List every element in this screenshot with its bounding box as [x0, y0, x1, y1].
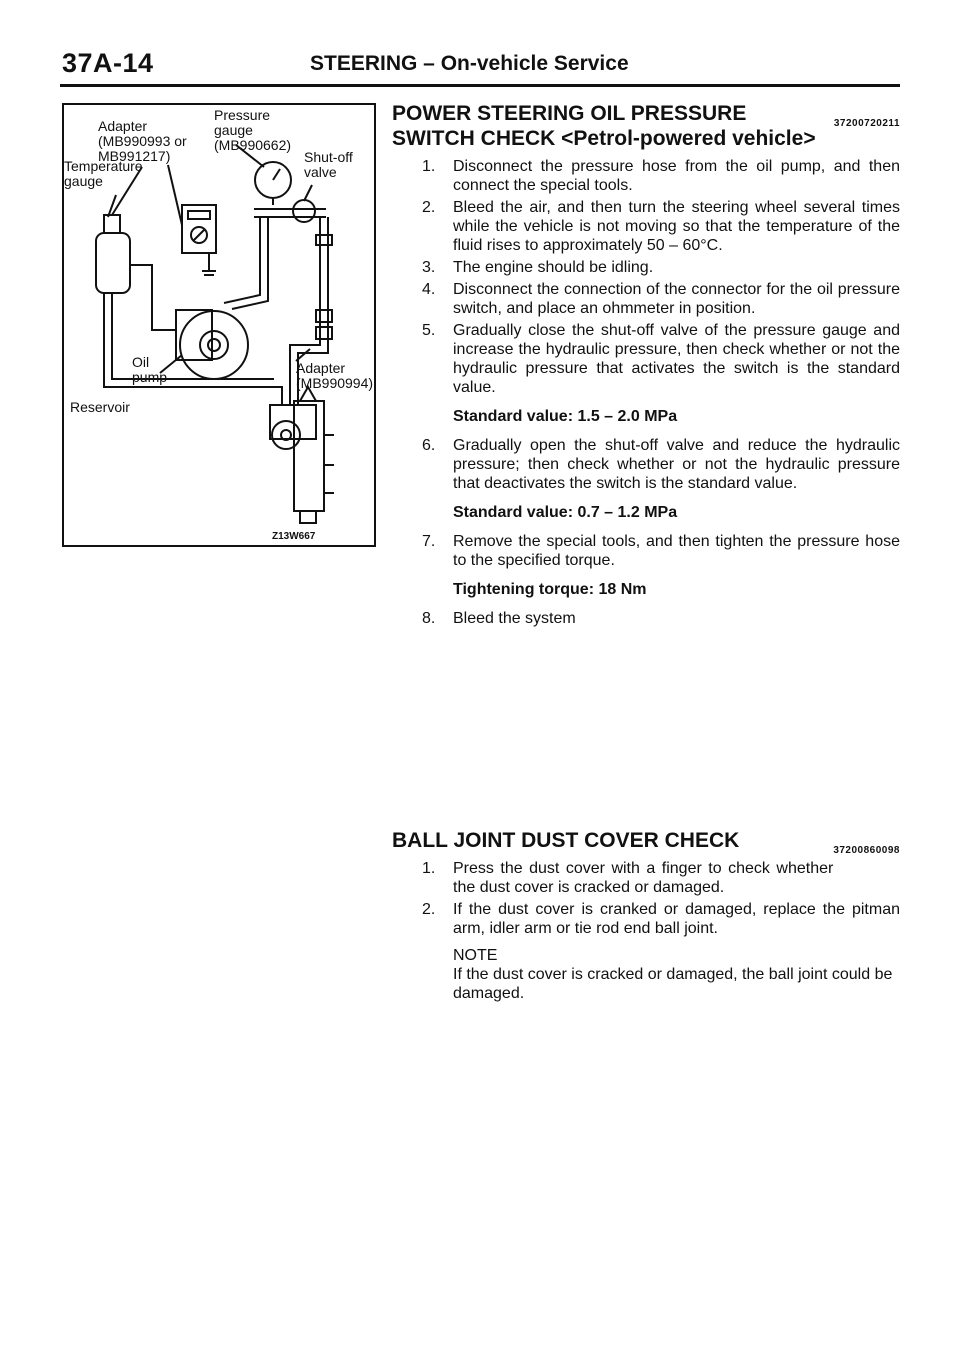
- steps-list: [392, 532, 900, 570]
- page-number: 37A-14: [62, 48, 154, 78]
- step-item: 1. Disconnect the pressure hose from the oil pump, and then connect the special tools.: [422, 158, 900, 194]
- steps-list: [392, 157, 900, 397]
- step-item: 7. Remove the special tools, and then tighten the pressure hose to the specified torque.: [422, 533, 900, 569]
- note-text: If the dust cover is cracked or damaged, the ball joint could be damaged.: [453, 966, 893, 1002]
- note-block: [392, 946, 900, 1003]
- label-temperature-gauge: Temperature gauge: [64, 158, 143, 189]
- step-item: 4. Disconnect the connection of the connector for the oil pressure switch, and place an ohmmeter in position.: [422, 281, 900, 317]
- section-title: 37200720211 POWER STEERING OIL PRESSURE SWITCH CHECK <Petrol-powered vehicle>: [392, 102, 900, 150]
- oil-pump-pulley: [200, 331, 228, 359]
- section-ball-joint-dust-cover: [392, 828, 900, 1003]
- section-title: 37200860098 BALL JOINT DUST COVER CHECK: [392, 828, 900, 853]
- step-item: 5. Gradually close the shut-off valve of the pressure gauge and increase the hydraulic pressure, then check whether or not the hydraulic pressure that activates the switch is the standard value.: [422, 322, 900, 396]
- step-item: 1. Press the dust cover with a finger to check whether the dust cover is cracked or damaged.: [422, 860, 834, 896]
- gear-box: [294, 401, 324, 511]
- header-rule: [60, 84, 900, 87]
- page-title: STEERING – On-vehicle Service: [310, 52, 629, 75]
- section-code: 37200720211: [833, 118, 900, 129]
- gear-box-end: [300, 511, 316, 523]
- standard-value-1: Standard value: 1.5 – 2.0 MPa: [453, 408, 678, 425]
- note-label: NOTE: [453, 947, 498, 964]
- standard-value-2: Standard value: 0.7 – 1.2 MPa: [453, 504, 678, 521]
- reservoir-cap: [104, 215, 120, 233]
- section-oil-pressure-switch: [392, 101, 900, 631]
- steps-list: [392, 859, 900, 938]
- figure-code: Z13W667: [272, 531, 316, 542]
- step-item: 2. Bleed the air, and then turn the steering wheel several times while the vehicle is not moving so that the temperature of the fluid rises to approximately 50 – 60°C.: [422, 199, 900, 254]
- step-item: 8. Bleed the system: [422, 610, 576, 627]
- steps-list: [392, 609, 900, 628]
- label-pressure-gauge: Pressure gauge (MB990662): [214, 107, 292, 153]
- label-shutoff-valve: Shut-off valve: [304, 149, 353, 180]
- label-adapter-right: Adapter (MB990994): [296, 360, 374, 391]
- label-oil-pump: Oil pump: [132, 354, 168, 385]
- label-reservoir: Reservoir: [70, 399, 130, 415]
- section-code: 37200860098: [833, 845, 900, 856]
- oil-pump-body: [180, 311, 248, 379]
- step-item: 2. If the dust cover is cranked or damaged, replace the pitman arm, idler arm or tie rod end ball joint.: [422, 901, 900, 937]
- feed-pipe: [224, 217, 260, 303]
- power-steering-diagram: [62, 103, 376, 547]
- step-item: 6. Gradually open the shut-off valve and reduce the hydraulic pressure; then check whether or not the hydraulic pressure that deactivates the switch is the standard value.: [422, 437, 900, 492]
- tightening-torque: Tightening torque: 18 Nm: [453, 581, 647, 598]
- step-item: 3. The engine should be idling.: [422, 259, 654, 276]
- label-adapter-top: Adapter (MB990993 or MB991217): [98, 118, 187, 164]
- reservoir-body: [96, 233, 130, 293]
- shutoff-valve: [293, 200, 315, 222]
- steps-list: [392, 436, 900, 493]
